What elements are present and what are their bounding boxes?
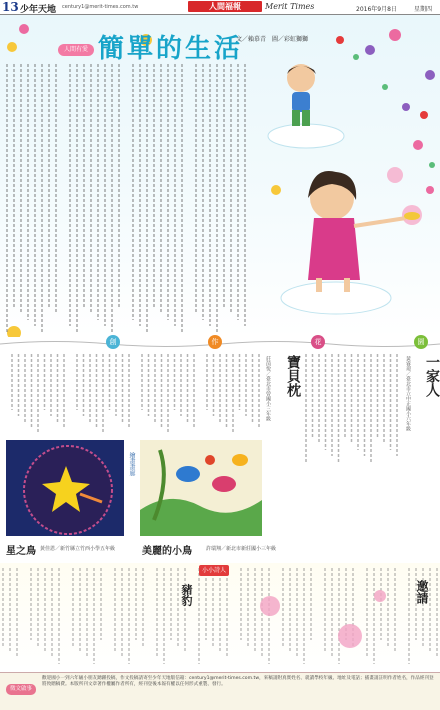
submission-notice-text: 歡迎國小一到六年級小朋友踴躍投稿，作文投稿請寄至少年天地版信箱：century1@merit-times.com.tw，來稿請附真實姓名、就讀學校年級、地址及電話；插畫請註明作者姓名，作品經刊登將致贈稿費。本版所刊文章著作權屬作者所有，經刊登後本報有權以任何形式重製、發行。 <box>42 676 434 687</box>
newspaper-logo: 人間福報 <box>188 1 262 12</box>
circle-label-yuan: 園 <box>414 335 428 349</box>
painting-star-bird <box>6 440 124 536</box>
newspaper-logo-english: Merit Times <box>265 2 315 11</box>
poem-title: 豬豹 <box>180 584 193 606</box>
painting-author-beautiful-birds: 許瑞翔／新北市新莊國小三年級 <box>206 546 277 552</box>
article-title-baobei-zhen: 寶貝枕 <box>285 355 301 397</box>
circle-label-chuang: 創 <box>106 335 120 349</box>
section-name: 少年天地 <box>20 5 57 15</box>
gallery-label: 繪畫畫廊 <box>128 452 135 476</box>
article-title-yi-jia-ren: 一家人 <box>424 355 440 397</box>
article-title: 簡單的生活 <box>98 34 244 64</box>
article-byline: 文／賴慕青 圖／彩虹獅獅 <box>236 36 309 43</box>
poetry-badge: 小小詩人 <box>199 565 229 576</box>
article-author-yi-jia-ren: 黃睿璟／臺北市立中正國小六年級 <box>405 356 411 431</box>
series-badge: 人間有愛 <box>58 44 94 56</box>
section-email: century1@merit-times.com.tw <box>62 4 139 10</box>
illustration-children-on-clouds <box>246 48 440 326</box>
painting-author-star-bird: 黃佳恩／新竹縣立竹西小學五年級 <box>40 546 116 552</box>
circle-label-zuo: 作 <box>208 335 222 349</box>
painting-title-beautiful-birds: 美麗的小鳥 <box>142 546 192 557</box>
circle-label-hua: 花 <box>311 335 325 349</box>
issue-date: 2016年9月8日 <box>356 6 397 13</box>
article-body-text <box>2 62 248 334</box>
lower-right-article-text <box>300 352 400 464</box>
poem-title-invite: 邀請 <box>415 580 429 604</box>
painting-title-star-bird: 星之鳥 <box>6 546 36 557</box>
painting-beautiful-birds <box>140 440 262 536</box>
issue-weekday: 星期四 <box>414 6 433 13</box>
lower-left-article-text <box>2 352 262 436</box>
page-number: 13 <box>2 0 19 14</box>
article-author-baobei-zhen: 莊茵悅／臺北市曾國小三年級 <box>265 356 271 421</box>
poetry-text <box>0 566 440 670</box>
submission-badge: 徵文啟事 <box>6 684 36 695</box>
